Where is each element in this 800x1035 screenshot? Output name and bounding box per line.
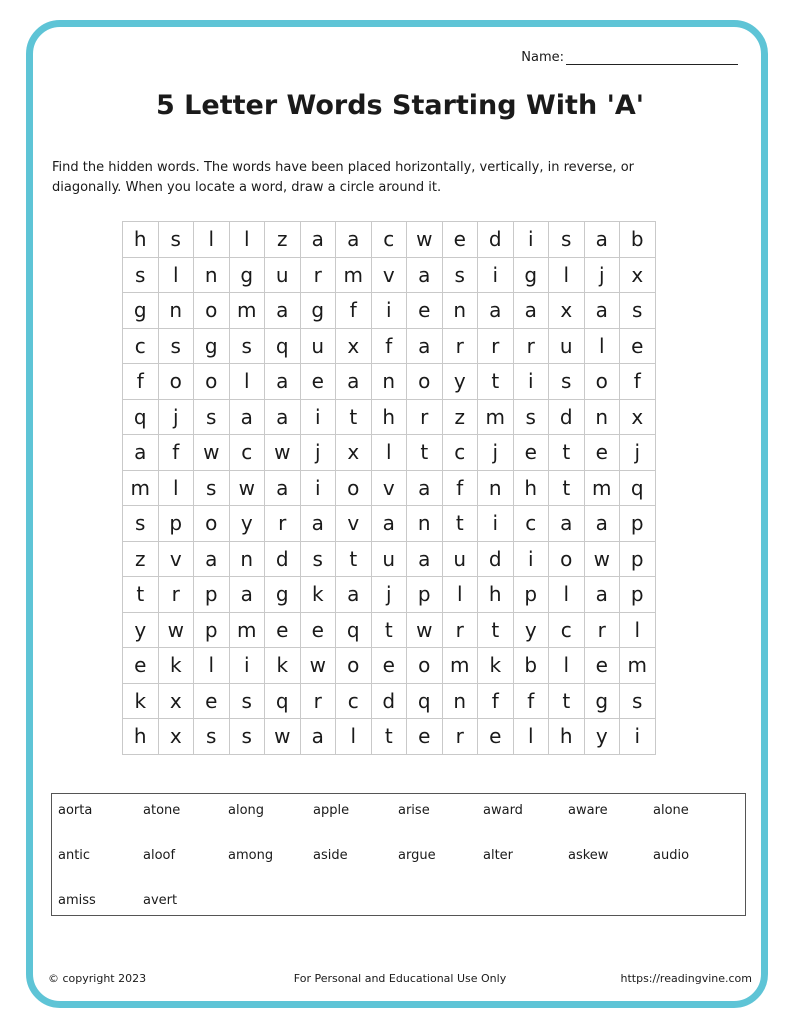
- grid-cell[interactable]: e: [265, 612, 301, 648]
- grid-cell[interactable]: u: [300, 328, 336, 364]
- grid-cell[interactable]: e: [407, 293, 443, 329]
- grid-cell[interactable]: w: [584, 541, 620, 577]
- grid-row: [123, 612, 656, 648]
- grid-cell[interactable]: c: [549, 612, 585, 648]
- grid-cell[interactable]: r: [513, 328, 549, 364]
- grid-cell[interactable]: s: [123, 257, 159, 293]
- instructions: Find the hidden words. The words have been placed horizontally, vertically, in reverse, or diagonally. When you locate a word, draw a circle around it.: [52, 160, 634, 195]
- grid-cell[interactable]: s: [158, 222, 194, 258]
- grid-cell[interactable]: a: [194, 541, 230, 577]
- grid-row: [123, 399, 656, 435]
- grid-cell[interactable]: n: [442, 683, 478, 719]
- grid-cell[interactable]: l: [584, 328, 620, 364]
- grid-cell[interactable]: a: [407, 257, 443, 293]
- grid-cell[interactable]: g: [265, 577, 301, 613]
- grid-cell[interactable]: k: [123, 683, 159, 719]
- grid-cell[interactable]: z: [123, 541, 159, 577]
- grid-cell[interactable]: y: [584, 719, 620, 755]
- grid-cell[interactable]: v: [371, 470, 407, 506]
- grid-cell[interactable]: s: [549, 222, 585, 258]
- word-bank-item: alter: [483, 848, 514, 863]
- grid-cell[interactable]: f: [123, 364, 159, 400]
- grid-cell[interactable]: o: [158, 364, 194, 400]
- grid-cell[interactable]: o: [336, 470, 372, 506]
- word-bank-item: atone: [143, 803, 181, 818]
- grid-cell[interactable]: l: [549, 577, 585, 613]
- grid-cell[interactable]: a: [229, 399, 265, 435]
- grid-cell[interactable]: v: [158, 541, 194, 577]
- grid-cell[interactable]: s: [123, 506, 159, 542]
- grid-cell[interactable]: t: [407, 435, 443, 471]
- grid-cell[interactable]: l: [442, 577, 478, 613]
- word-bank-item: apple: [313, 803, 350, 818]
- grid-cell[interactable]: r: [584, 612, 620, 648]
- grid-cell[interactable]: n: [407, 506, 443, 542]
- grid-cell[interactable]: l: [194, 222, 230, 258]
- grid-cell[interactable]: q: [407, 683, 443, 719]
- grid-cell[interactable]: g: [300, 293, 336, 329]
- grid-cell[interactable]: c: [371, 222, 407, 258]
- grid-cell[interactable]: t: [478, 612, 514, 648]
- name-label: Name:: [521, 50, 564, 65]
- grid-row: [123, 683, 656, 719]
- grid-cell[interactable]: m: [620, 648, 656, 684]
- grid-cell[interactable]: n: [584, 399, 620, 435]
- grid-cell[interactable]: f: [158, 435, 194, 471]
- grid-cell[interactable]: p: [194, 612, 230, 648]
- grid-cell[interactable]: e: [584, 435, 620, 471]
- grid-cell[interactable]: s: [158, 328, 194, 364]
- grid-cell[interactable]: g: [513, 257, 549, 293]
- site-url: https://readingvine.com: [620, 972, 752, 985]
- grid-row: [123, 222, 656, 258]
- grid-cell[interactable]: c: [229, 435, 265, 471]
- grid-cell[interactable]: o: [584, 364, 620, 400]
- grid-cell[interactable]: s: [442, 257, 478, 293]
- grid-cell[interactable]: a: [265, 293, 301, 329]
- grid-cell[interactable]: o: [336, 648, 372, 684]
- grid-cell[interactable]: m: [229, 293, 265, 329]
- word-bank-item: alone: [653, 803, 689, 818]
- grid-cell[interactable]: h: [513, 470, 549, 506]
- grid-cell[interactable]: h: [371, 399, 407, 435]
- grid-cell[interactable]: a: [584, 577, 620, 613]
- grid-cell[interactable]: h: [123, 222, 159, 258]
- grid-cell[interactable]: e: [300, 612, 336, 648]
- grid-cell[interactable]: a: [336, 364, 372, 400]
- grid-row: [123, 364, 656, 400]
- grid-cell[interactable]: t: [549, 683, 585, 719]
- grid-cell[interactable]: i: [513, 222, 549, 258]
- grid-cell[interactable]: c: [513, 506, 549, 542]
- grid-cell[interactable]: o: [549, 541, 585, 577]
- grid-cell[interactable]: i: [478, 257, 514, 293]
- copyright-text: © copyright 2023: [48, 972, 147, 985]
- grid-cell[interactable]: l: [158, 257, 194, 293]
- grid-cell[interactable]: p: [194, 577, 230, 613]
- grid-cell[interactable]: t: [549, 435, 585, 471]
- grid-cell[interactable]: x: [158, 683, 194, 719]
- grid-cell[interactable]: q: [265, 683, 301, 719]
- grid-cell[interactable]: r: [407, 399, 443, 435]
- grid-cell[interactable]: h: [478, 577, 514, 613]
- grid-cell[interactable]: d: [478, 222, 514, 258]
- grid-cell[interactable]: l: [229, 222, 265, 258]
- grid-cell[interactable]: n: [478, 470, 514, 506]
- grid-cell[interactable]: s: [194, 399, 230, 435]
- grid-row: [123, 257, 656, 293]
- grid-cell[interactable]: i: [229, 648, 265, 684]
- page-title: 5 Letter Words Starting With 'A': [155, 90, 645, 121]
- grid-cell[interactable]: s: [620, 293, 656, 329]
- grid-cell[interactable]: a: [336, 222, 372, 258]
- word-bank-item: aorta: [58, 803, 93, 818]
- grid-cell[interactable]: r: [478, 328, 514, 364]
- grid-cell[interactable]: w: [229, 470, 265, 506]
- grid-cell[interactable]: i: [300, 470, 336, 506]
- grid-cell[interactable]: p: [620, 541, 656, 577]
- grid-cell[interactable]: a: [407, 328, 443, 364]
- grid-cell[interactable]: p: [620, 506, 656, 542]
- grid-cell[interactable]: r: [300, 683, 336, 719]
- grid-cell[interactable]: l: [336, 719, 372, 755]
- grid-cell[interactable]: c: [336, 683, 372, 719]
- grid-cell[interactable]: i: [620, 719, 656, 755]
- grid-cell[interactable]: t: [371, 612, 407, 648]
- grid-cell[interactable]: w: [407, 222, 443, 258]
- grid-cell[interactable]: d: [265, 541, 301, 577]
- grid-cell[interactable]: s: [549, 364, 585, 400]
- grid-cell[interactable]: f: [371, 328, 407, 364]
- grid-cell[interactable]: a: [229, 577, 265, 613]
- grid-row: [123, 719, 656, 755]
- grid-cell[interactable]: a: [300, 719, 336, 755]
- grid-cell[interactable]: a: [300, 506, 336, 542]
- grid-row: [123, 577, 656, 613]
- grid-cell[interactable]: r: [442, 328, 478, 364]
- word-bank: [51, 793, 746, 916]
- grid-cell[interactable]: s: [229, 719, 265, 755]
- grid-cell[interactable]: a: [371, 506, 407, 542]
- grid-cell[interactable]: t: [123, 577, 159, 613]
- grid-cell[interactable]: w: [265, 435, 301, 471]
- grid-cell[interactable]: t: [371, 719, 407, 755]
- grid-cell[interactable]: p: [158, 506, 194, 542]
- grid-cell[interactable]: j: [620, 435, 656, 471]
- grid-cell[interactable]: o: [407, 364, 443, 400]
- grid-cell[interactable]: s: [513, 399, 549, 435]
- grid-cell[interactable]: s: [229, 328, 265, 364]
- grid-cell[interactable]: z: [265, 222, 301, 258]
- grid-cell[interactable]: t: [336, 399, 372, 435]
- grid-cell[interactable]: p: [407, 577, 443, 613]
- grid-cell[interactable]: n: [371, 364, 407, 400]
- grid-cell[interactable]: b: [513, 648, 549, 684]
- grid-cell[interactable]: s: [300, 541, 336, 577]
- grid-cell[interactable]: s: [620, 683, 656, 719]
- grid-cell[interactable]: g: [123, 293, 159, 329]
- grid-cell[interactable]: g: [229, 257, 265, 293]
- grid-cell[interactable]: l: [194, 648, 230, 684]
- grid-cell[interactable]: r: [265, 506, 301, 542]
- word-bank-item: audio: [653, 848, 690, 863]
- grid-cell[interactable]: e: [407, 719, 443, 755]
- grid-cell[interactable]: d: [549, 399, 585, 435]
- word-bank-item: along: [228, 803, 265, 818]
- grid-cell[interactable]: f: [442, 470, 478, 506]
- grid-cell[interactable]: a: [513, 293, 549, 329]
- grid-cell[interactable]: v: [336, 506, 372, 542]
- grid-cell[interactable]: i: [513, 364, 549, 400]
- grid-cell[interactable]: t: [336, 541, 372, 577]
- grid-row: [123, 541, 656, 577]
- grid-cell[interactable]: w: [265, 719, 301, 755]
- grid-cell[interactable]: a: [549, 506, 585, 542]
- grid-cell[interactable]: i: [478, 506, 514, 542]
- grid-cell[interactable]: m: [584, 470, 620, 506]
- grid-cell[interactable]: u: [442, 541, 478, 577]
- grid-cell[interactable]: i: [513, 541, 549, 577]
- grid-cell[interactable]: l: [371, 435, 407, 471]
- word-bank-item: aware: [568, 803, 608, 818]
- grid-cell[interactable]: u: [371, 541, 407, 577]
- grid-cell[interactable]: c: [442, 435, 478, 471]
- grid-cell[interactable]: m: [442, 648, 478, 684]
- grid-cell[interactable]: p: [513, 577, 549, 613]
- grid-cell[interactable]: t: [442, 506, 478, 542]
- grid-cell[interactable]: g: [194, 328, 230, 364]
- grid-cell[interactable]: n: [229, 541, 265, 577]
- grid-cell[interactable]: w: [194, 435, 230, 471]
- grid-cell[interactable]: r: [158, 577, 194, 613]
- word-bank-item: award: [483, 803, 523, 818]
- word-bank-item: argue: [398, 848, 436, 863]
- grid-cell[interactable]: y: [442, 364, 478, 400]
- grid-row: [123, 506, 656, 542]
- grid-cell[interactable]: a: [407, 470, 443, 506]
- grid-cell[interactable]: w: [158, 612, 194, 648]
- grid-cell[interactable]: s: [194, 719, 230, 755]
- grid-cell[interactable]: x: [549, 293, 585, 329]
- grid-cell[interactable]: a: [336, 577, 372, 613]
- grid-cell[interactable]: g: [584, 683, 620, 719]
- word-bank-item: arise: [398, 803, 430, 818]
- grid-cell[interactable]: w: [407, 612, 443, 648]
- grid-cell[interactable]: l: [620, 612, 656, 648]
- word-bank-item: amiss: [58, 893, 96, 908]
- grid-cell[interactable]: b: [620, 222, 656, 258]
- grid-cell[interactable]: s: [194, 470, 230, 506]
- grid-cell[interactable]: n: [194, 257, 230, 293]
- grid-cell[interactable]: h: [123, 719, 159, 755]
- word-bank-item: avert: [143, 893, 178, 908]
- grid-cell[interactable]: j: [300, 435, 336, 471]
- grid-cell[interactable]: u: [549, 328, 585, 364]
- grid-cell[interactable]: x: [620, 399, 656, 435]
- grid-cell[interactable]: k: [478, 648, 514, 684]
- grid-cell[interactable]: a: [407, 541, 443, 577]
- grid-cell[interactable]: y: [123, 612, 159, 648]
- grid-cell[interactable]: y: [229, 506, 265, 542]
- grid-cell[interactable]: l: [549, 648, 585, 684]
- grid-cell[interactable]: n: [442, 293, 478, 329]
- grid-cell[interactable]: r: [442, 719, 478, 755]
- word-search-grid: [122, 221, 656, 755]
- grid-cell[interactable]: e: [442, 222, 478, 258]
- name-field: [521, 50, 738, 65]
- grid-cell[interactable]: a: [584, 506, 620, 542]
- grid-cell[interactable]: n: [158, 293, 194, 329]
- grid-cell[interactable]: f: [336, 293, 372, 329]
- word-bank-item: among: [228, 848, 274, 863]
- grid-cell[interactable]: i: [300, 399, 336, 435]
- grid-cell[interactable]: l: [158, 470, 194, 506]
- grid-row: [123, 328, 656, 364]
- grid-cell[interactable]: k: [265, 648, 301, 684]
- grid-cell[interactable]: q: [123, 399, 159, 435]
- grid-cell[interactable]: e: [513, 435, 549, 471]
- grid-cell[interactable]: a: [584, 222, 620, 258]
- grid-row: [123, 470, 656, 506]
- word-bank-item: aside: [313, 848, 348, 863]
- grid-cell[interactable]: s: [229, 683, 265, 719]
- grid-cell[interactable]: o: [194, 293, 230, 329]
- grid-cell[interactable]: e: [371, 648, 407, 684]
- grid-cell[interactable]: f: [513, 683, 549, 719]
- grid-cell[interactable]: h: [549, 719, 585, 755]
- grid-cell[interactable]: m: [336, 257, 372, 293]
- grid-cell[interactable]: x: [620, 257, 656, 293]
- grid-row: [123, 293, 656, 329]
- grid-cell[interactable]: l: [513, 719, 549, 755]
- grid-cell[interactable]: l: [549, 257, 585, 293]
- grid-cell[interactable]: x: [336, 328, 372, 364]
- grid-cell[interactable]: m: [123, 470, 159, 506]
- grid-cell[interactable]: f: [478, 683, 514, 719]
- grid-cell[interactable]: o: [194, 364, 230, 400]
- grid-cell[interactable]: j: [371, 577, 407, 613]
- grid-cell[interactable]: d: [371, 683, 407, 719]
- grid-cell[interactable]: t: [549, 470, 585, 506]
- grid-cell[interactable]: o: [194, 506, 230, 542]
- grid-cell[interactable]: r: [300, 257, 336, 293]
- grid-cell[interactable]: a: [300, 222, 336, 258]
- grid-cell[interactable]: e: [620, 328, 656, 364]
- grid-cell[interactable]: e: [478, 719, 514, 755]
- grid-cell[interactable]: d: [478, 541, 514, 577]
- grid-cell[interactable]: u: [265, 257, 301, 293]
- grid-cell[interactable]: x: [336, 435, 372, 471]
- grid-cell[interactable]: e: [300, 364, 336, 400]
- grid-cell[interactable]: r: [442, 612, 478, 648]
- grid-cell[interactable]: a: [478, 293, 514, 329]
- grid-cell[interactable]: j: [584, 257, 620, 293]
- grid-cell[interactable]: e: [123, 648, 159, 684]
- word-bank-item: aloof: [143, 848, 176, 863]
- grid-cell[interactable]: k: [300, 577, 336, 613]
- usage-note: For Personal and Educational Use Only: [293, 972, 507, 985]
- grid-cell[interactable]: q: [336, 612, 372, 648]
- grid-cell[interactable]: x: [158, 719, 194, 755]
- grid-row: [123, 648, 656, 684]
- grid-cell[interactable]: c: [123, 328, 159, 364]
- word-bank-item: askew: [568, 848, 609, 863]
- grid-cell[interactable]: w: [300, 648, 336, 684]
- grid-cell[interactable]: m: [478, 399, 514, 435]
- name-blank-line: [566, 50, 738, 65]
- grid-cell[interactable]: t: [478, 364, 514, 400]
- grid-cell[interactable]: q: [265, 328, 301, 364]
- grid-cell[interactable]: e: [584, 648, 620, 684]
- grid-cell[interactable]: e: [194, 683, 230, 719]
- grid-cell[interactable]: o: [407, 648, 443, 684]
- grid-cell[interactable]: v: [371, 257, 407, 293]
- grid-cell[interactable]: a: [265, 399, 301, 435]
- grid-cell[interactable]: a: [265, 364, 301, 400]
- word-bank-item: antic: [58, 848, 91, 863]
- grid-cell[interactable]: j: [478, 435, 514, 471]
- grid-cell[interactable]: a: [584, 293, 620, 329]
- grid-cell[interactable]: q: [620, 470, 656, 506]
- grid-cell[interactable]: j: [158, 399, 194, 435]
- grid-cell[interactable]: m: [229, 612, 265, 648]
- grid-cell[interactable]: y: [513, 612, 549, 648]
- grid-cell[interactable]: z: [442, 399, 478, 435]
- grid-cell[interactable]: p: [620, 577, 656, 613]
- grid-row: [123, 435, 656, 471]
- grid-cell[interactable]: a: [123, 435, 159, 471]
- grid-cell[interactable]: a: [265, 470, 301, 506]
- grid-cell[interactable]: k: [158, 648, 194, 684]
- grid-cell[interactable]: i: [371, 293, 407, 329]
- grid-cell[interactable]: l: [229, 364, 265, 400]
- grid-cell[interactable]: f: [620, 364, 656, 400]
